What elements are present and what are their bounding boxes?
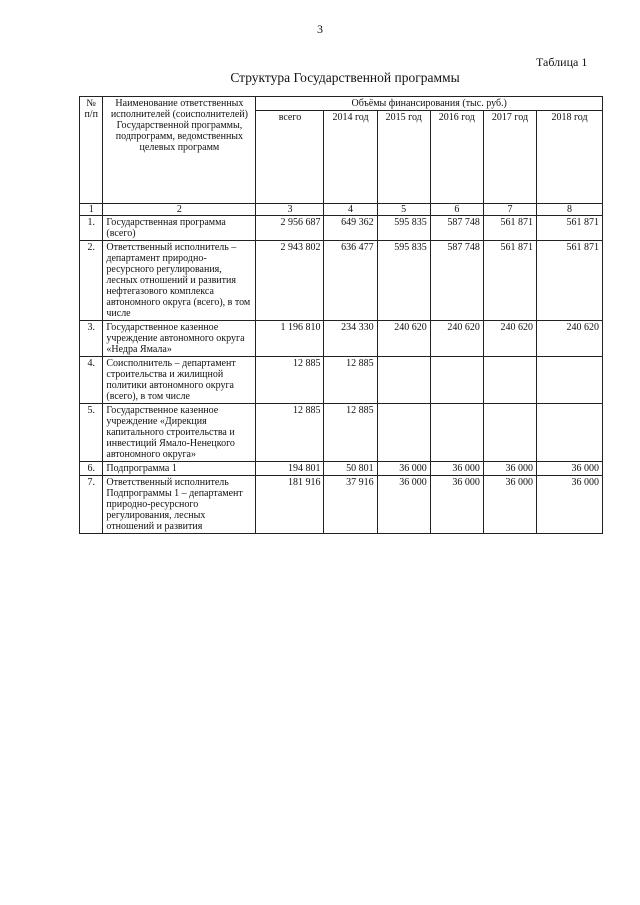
row-name: Ответственный исполнитель Подпрограммы 1 – департамент природно-ресурсного регулирования, лесных отношений и развития (103, 476, 256, 534)
row-number: 7. (80, 476, 103, 534)
row-number: 5. (80, 404, 103, 462)
table-row (80, 216, 603, 241)
table-row (80, 462, 603, 476)
page-number: 3 (317, 22, 323, 36)
header-2018: 2018 год (537, 111, 603, 204)
cell-2014: 636 477 (324, 241, 377, 321)
cell-2017: 36 000 (483, 476, 536, 534)
cell-total: 12 885 (256, 404, 324, 462)
row-name: Государственная программа (всего) (103, 216, 256, 241)
cell-2017 (483, 404, 536, 462)
row-name: Государственное казенное учреждение «Дирекция капитального строительства и инвестиций Ямало-Ненецкого автономного округа» (103, 404, 256, 462)
cell-total: 194 801 (256, 462, 324, 476)
cell-2015: 240 620 (377, 321, 430, 357)
column-number: 7 (483, 204, 536, 216)
cell-2016: 36 000 (430, 476, 483, 534)
cell-2017: 561 871 (483, 216, 536, 241)
cell-2018: 240 620 (537, 321, 603, 357)
cell-2015 (377, 357, 430, 404)
document-title: Структура Государственной программы (230, 70, 460, 85)
column-number: 6 (430, 204, 483, 216)
column-number: 5 (377, 204, 430, 216)
cell-2018 (537, 404, 603, 462)
column-number: 8 (537, 204, 603, 216)
cell-2016 (430, 404, 483, 462)
table-label: Таблица 1 (536, 55, 588, 69)
row-name: Ответственный исполнитель – департамент природно-ресурсного регулирования, лесных отношений и развития нефтегазового комплекса автономного округа (всего), в том числе (103, 241, 256, 321)
column-number: 1 (80, 204, 103, 216)
cell-2015: 36 000 (377, 476, 430, 534)
row-name: Подпрограмма 1 (103, 462, 256, 476)
header-2016: 2016 год (430, 111, 483, 204)
row-number: 2. (80, 241, 103, 321)
row-number: 1. (80, 216, 103, 241)
cell-2014: 37 916 (324, 476, 377, 534)
header-total: всего (256, 111, 324, 204)
cell-2014: 234 330 (324, 321, 377, 357)
cell-2018: 36 000 (537, 476, 603, 534)
header-2015: 2015 год (377, 111, 430, 204)
cell-2016: 587 748 (430, 241, 483, 321)
cell-total: 2 956 687 (256, 216, 324, 241)
cell-total: 1 196 810 (256, 321, 324, 357)
cell-2015: 595 835 (377, 241, 430, 321)
cell-2015: 36 000 (377, 462, 430, 476)
cell-2018 (537, 357, 603, 404)
cell-2015 (377, 404, 430, 462)
column-number: 4 (324, 204, 377, 216)
cell-2016: 587 748 (430, 216, 483, 241)
cell-total: 12 885 (256, 357, 324, 404)
table-row (80, 404, 603, 462)
table-row (80, 321, 603, 357)
cell-2018: 36 000 (537, 462, 603, 476)
program-structure-table (79, 96, 603, 534)
cell-2014: 12 885 (324, 404, 377, 462)
cell-2018: 561 871 (537, 216, 603, 241)
table-row (80, 241, 603, 321)
row-number: 3. (80, 321, 103, 357)
cell-2017: 36 000 (483, 462, 536, 476)
cell-2015: 595 835 (377, 216, 430, 241)
header-funding: Объёмы финансирования (тыс. руб.) (256, 97, 603, 111)
header-num: № п/п (80, 97, 103, 204)
cell-2017 (483, 357, 536, 404)
header-2014: 2014 год (324, 111, 377, 204)
row-name: Государственное казенное учреждение автономного округа «Недра Ямала» (103, 321, 256, 357)
cell-2016: 36 000 (430, 462, 483, 476)
table-row (80, 476, 603, 534)
row-number: 6. (80, 462, 103, 476)
cell-total: 2 943 802 (256, 241, 324, 321)
cell-2017: 561 871 (483, 241, 536, 321)
row-name: Соисполнитель – департамент строительства и жилищной политики автономного округа (всего), в том числе (103, 357, 256, 404)
header-name: Наименование ответственных исполнителей (соисполнителей) Государственной программы, подпрограмм, ведомственных целевых программ (103, 97, 256, 204)
cell-total: 181 916 (256, 476, 324, 534)
cell-2016: 240 620 (430, 321, 483, 357)
row-number: 4. (80, 357, 103, 404)
column-number: 2 (103, 204, 256, 216)
cell-2014: 12 885 (324, 357, 377, 404)
header-2017: 2017 год (483, 111, 536, 204)
cell-2014: 649 362 (324, 216, 377, 241)
table-row (80, 357, 603, 404)
cell-2014: 50 801 (324, 462, 377, 476)
cell-2017: 240 620 (483, 321, 536, 357)
column-number-row (80, 204, 603, 216)
column-number: 3 (256, 204, 324, 216)
cell-2018: 561 871 (537, 241, 603, 321)
cell-2016 (430, 357, 483, 404)
